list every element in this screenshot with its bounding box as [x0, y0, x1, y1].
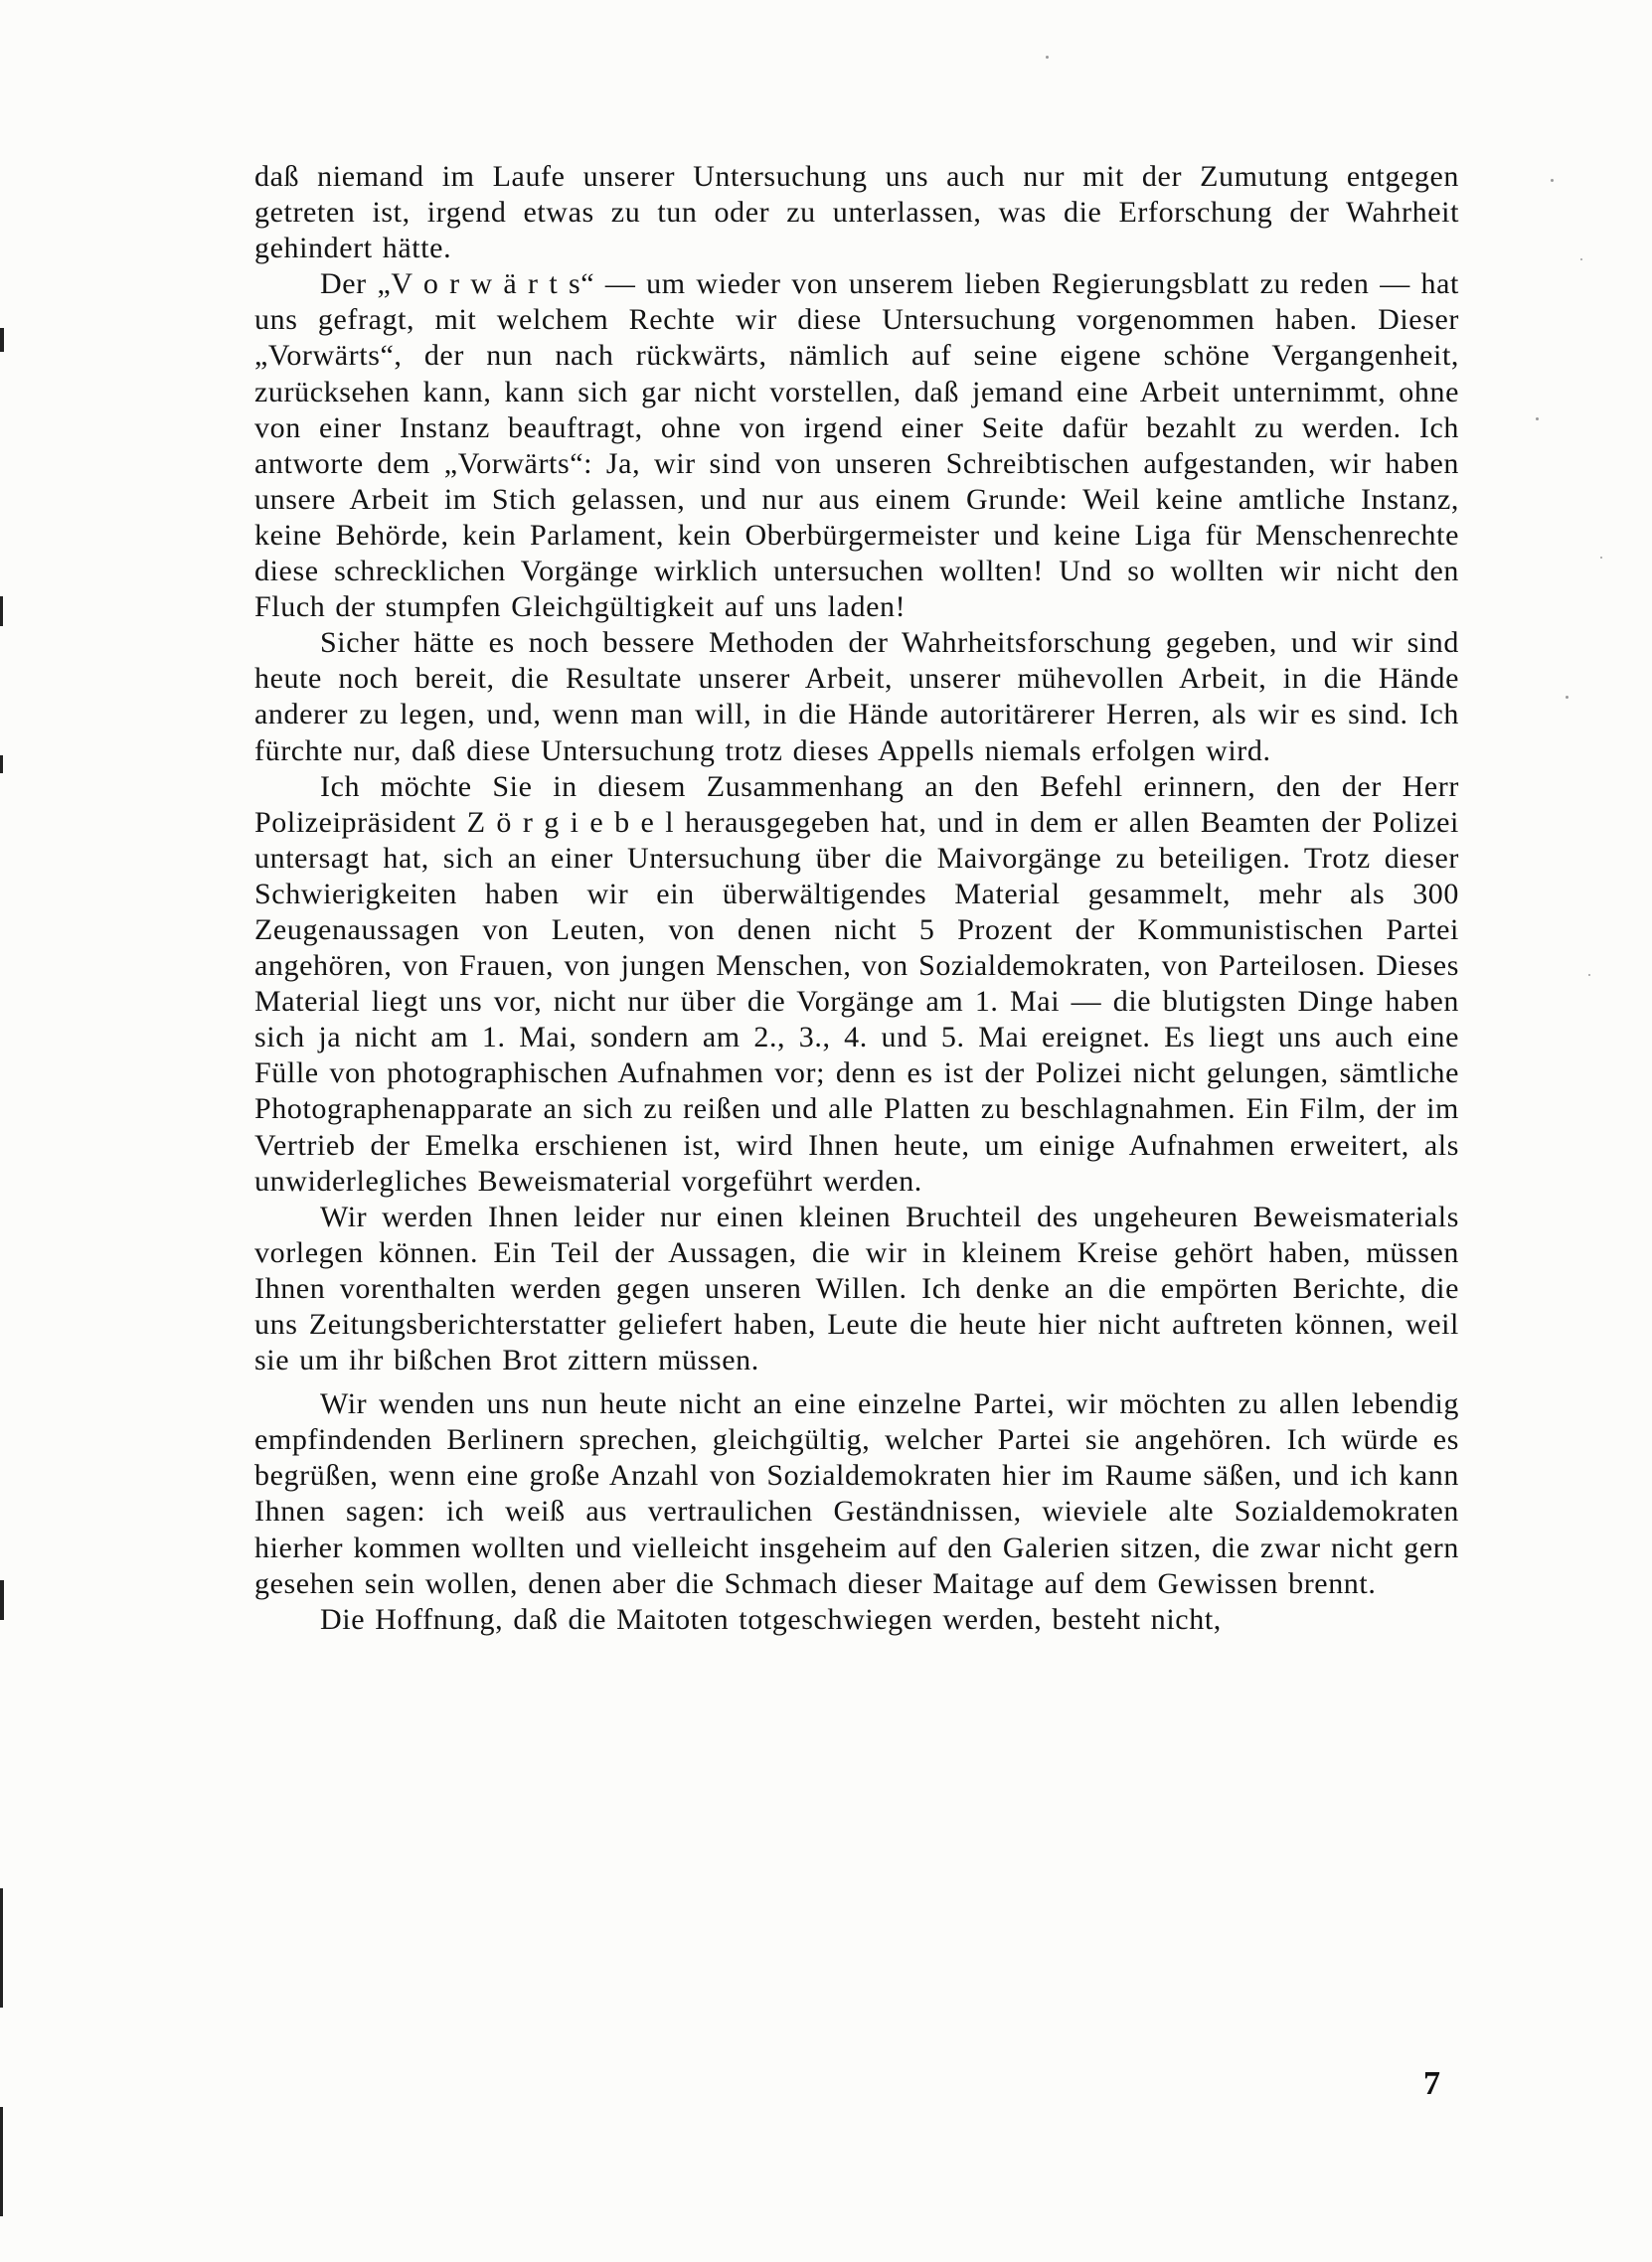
- paragraph: Sicher hätte es noch bessere Methoden der Wahrheitsforschung gegeben, und wir sind heute noch bereit, die Resultate unserer Arbeit, unserer mühevollen Arbeit, in die Hände anderer zu legen, und, wenn man will, in die Hände autoritärerer Herren, als wir es sind. Ich fürchte nur, daß diese Untersuchung trotz dieses Appells niemals erfolgen wird.: [254, 626, 1459, 767]
- scan-speckle: [1566, 696, 1569, 699]
- scan-speckle: [1588, 974, 1590, 976]
- paragraph: Wir wenden uns nun heute nicht an eine einzelne Partei, wir möchten zu allen lebendig empfindenden Berlinern sprechen, gleichgültig, welcher Partei sie angehören. Ich würde es begrüßen, wenn eine große Anzahl von Sozialdemokraten hier im Raume säßen, und ich kann Ihnen sagen: ich weiß aus vertraulichen Geständnissen, wieviele alte Sozialdemokraten hierher kommen wollten und vielleicht insgeheim auf den Galerien sitzen, die zwar nicht gern gesehen sein wollen, denen aber die Schmach dieser Maitage auf dem Gewissen brennt.: [254, 1387, 1459, 1600]
- paragraph: Ich möchte Sie in diesem Zusammenhang an den Befehl erinnern, den der Herr Polizeipräsident Z ö r g i e b e l herausgegeben hat, und in dem er allen Beamten der Polizei untersagt hat, sich an einer Untersuchung über die Maivorgänge zu beteiligen. Trotz dieser Schwierigkeiten haben wir ein überwältigendes Material gesammelt, mehr als 300 Zeugenaussagen von Leuten, von denen nicht 5 Prozent der Kommunistischen Partei angehören, von Frauen, von jungen Menschen, von Sozialdemokraten, von Parteilosen. Dieses Material liegt uns vor, nicht nur über die Vorgänge am 1. Mai — die blutigsten Dinge haben sich ja nicht am 1. Mai, sondern am 2., 3., 4. und 5. Mai ereignet. Es liegt uns auch eine Fülle von photographischen Aufnahmen vor; denn es ist der Polizei nicht gelungen, sämtliche Photographenapparate an sich zu reißen und alle Platten zu beschlagnahmen. Ein Film, der im Vertrieb der Emelka erschienen ist, wird Ihnen heute, um einige Aufnahmen erweitert, als unwiderlegliches Beweismaterial vorgeführt werden.: [254, 769, 1459, 1198]
- scan-edge-mark: [0, 596, 3, 626]
- scan-edge-mark: [0, 1888, 3, 2008]
- scan-edge-mark: [0, 328, 4, 352]
- paragraph: Die Hoffnung, daß die Maitoten totgeschwiegen werden, besteht nicht,: [320, 1602, 1222, 1636]
- scan-speckle: [1600, 557, 1602, 559]
- scan-speckle: [1536, 417, 1539, 420]
- scan-edge-mark: [0, 2107, 3, 2216]
- scan-edge-mark: [0, 1580, 4, 1620]
- scan-edge-mark: [0, 755, 3, 773]
- paragraph: Der „V o r w ä r t s“ — um wieder von unserem lieben Regierungsblatt zu reden — hat uns gefragt, mit welchem Rechte wir diese Untersuchung vorgenommen haben. Dieser „Vorwärts“, der nun nach rückwärts, nämlich auf seine eigene schöne Vergangenheit, zurücksehen kann, kann sich gar nicht vorstellen, daß jemand eine Arbeit unternimmt, ohne von einer Instanz beauftragt, ohne von irgend einer Seite dafür bezahlt zu werden. Ich antworte dem „Vorwärts“: Ja, wir sind von unseren Schreibtischen aufgestanden, wir haben unsere Arbeit im Stich gelassen, und nur aus einem Grunde: Weil keine amtliche Instanz, keine Behörde, kein Parlament, kein Oberbürgermeister und keine Liga für Menschenrechte diese schrecklichen Vorgänge wirklich untersuchen wollten! Und so wollten wir nicht den Fluch der stumpfen Gleichgültigkeit auf uns laden!: [254, 267, 1459, 624]
- paragraph: daß niemand im Laufe unserer Untersuchung uns auch nur mit der Zumutung entgegen getreten ist, irgend etwas zu tun oder zu unterlassen, was die Erforschung der Wahrheit gehindert hätte.: [254, 160, 1459, 265]
- scan-speckle: [1046, 56, 1049, 59]
- scan-speckle: [1580, 258, 1582, 260]
- paragraph: Wir werden Ihnen leider nur einen kleinen Bruchteil des ungeheuren Beweismaterials vorlegen können. Ein Teil der Aussagen, die wir in kleinem Kreise gehört haben, müssen Ihnen vorenthalten werden gegen unseren Willen. Ich denke an die empörten Berichte, die uns Zeitungsberichterstatter geliefert haben, Leute die heute hier nicht auftreten können, weil sie um ihr bißchen Brot zittern müssen.: [254, 1200, 1459, 1377]
- body-text: [254, 159, 1459, 1638]
- page-number: 7: [1423, 2065, 1440, 2102]
- scan-speckle: [1551, 179, 1554, 182]
